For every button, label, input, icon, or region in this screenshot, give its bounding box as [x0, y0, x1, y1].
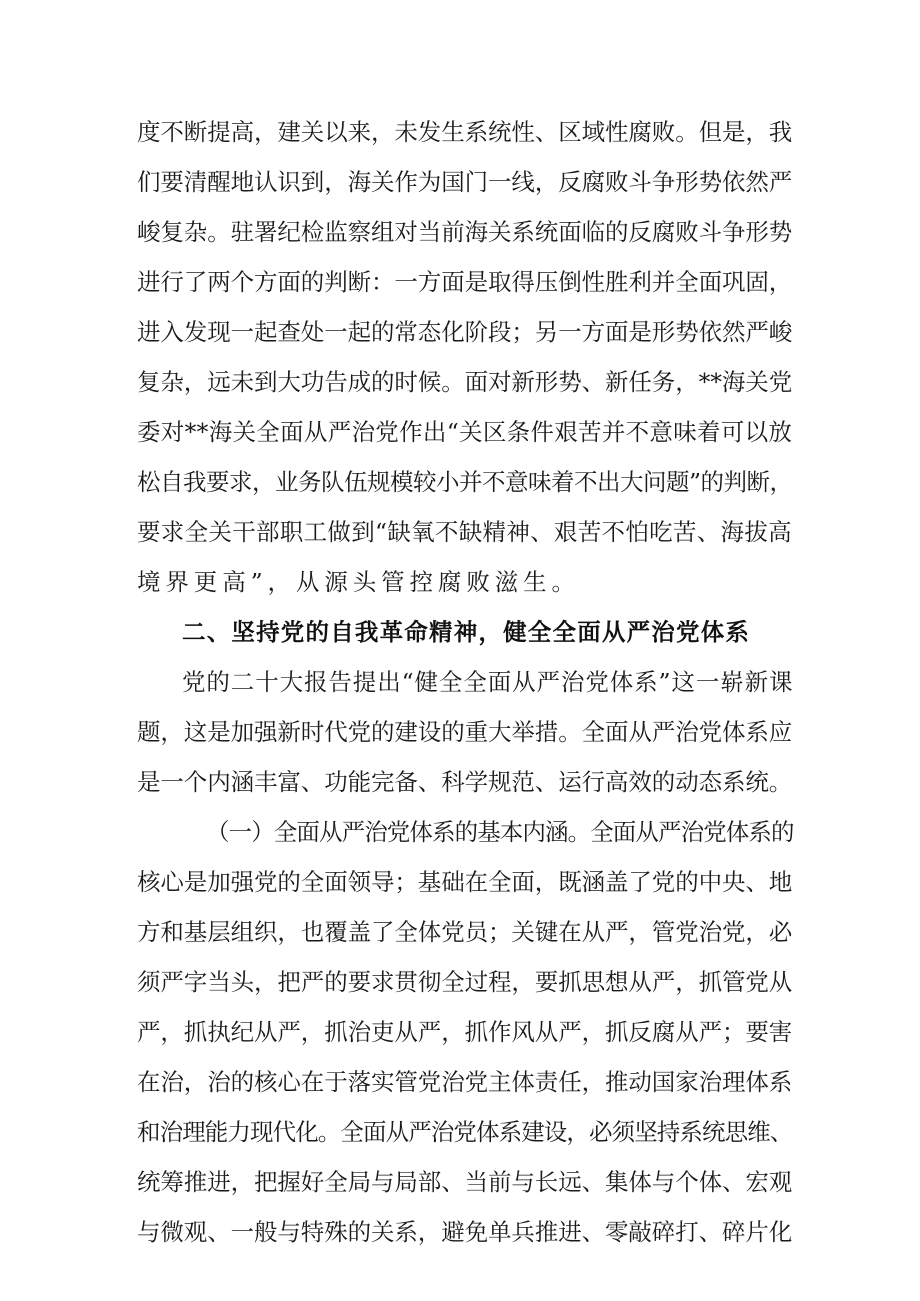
paragraph-1-line-9: 要求全关干部职工做到“缺氧不缺精神、艰苦不怕吃苦、海拔高 — [137, 518, 792, 546]
paragraph-1-line-8: 松自我要求，业务队伍规模较小并不意味着不出大问题”的判断， — [137, 468, 793, 496]
paragraph-3-line-1: （一）全面从严治党体系的基本内涵。全面从严治党体系的 — [206, 818, 794, 846]
paragraph-2-line-1: 党的二十大报告提出“健全全面从严治党体系”这一崭新课 — [182, 668, 794, 696]
paragraph-3-line-9: 与微观、一般与特殊的关系，避免单兵推进、零敲碎打、碎片化 — [137, 1218, 793, 1246]
paragraph-1-line-1: 度不断提高，建关以来，未发生系统性、区域性腐败。但是，我 — [137, 118, 793, 146]
paragraph-3-line-2: 核心是加强党的全面领导；基础在全面，既涵盖了党的中央、地 — [137, 868, 793, 896]
paragraph-3-line-7: 和治理能力现代化。全面从严治党体系建设，必须坚持系统思维、 — [137, 1118, 793, 1146]
paragraph-3-line-5: 严，抓执纪从严，抓治吏从严，抓作风从严，抓反腐从严；要害 — [137, 1018, 793, 1046]
paragraph-2-line-3: 是一个内涵丰富、功能完备、科学规范、运行高效的动态系统。 — [137, 768, 793, 796]
paragraph-3-line-6: 在治，治的核心在于落实管党治党主体责任，推动国家治理体系 — [137, 1068, 793, 1096]
paragraph-3-line-4: 须严字当头，把严的要求贯彻全过程，要抓思想从严，抓管党从 — [137, 968, 793, 996]
paragraph-3-line-8: 统筹推进，把握好全局与局部、当前与长远、集体与个体、宏观 — [137, 1168, 793, 1196]
paragraph-1-line-10: 境界更高”，从源头管控腐败滋生。 — [137, 568, 580, 596]
paragraph-1-line-7: 委对**海关全面从严治党作出“关区条件艰苦并不意味着可以放 — [137, 418, 793, 446]
paragraph-1-line-5: 进入发现一起查处一起的常态化阶段；另一方面是形势依然严峻 — [137, 318, 793, 346]
section-heading: 二、坚持党的自我革命精神，健全全面从严治党体系 — [182, 618, 751, 646]
paragraph-3-line-3: 方和基层组织，也覆盖了全体党员；关键在从严，管党治党，必 — [137, 918, 793, 946]
paragraph-1-line-2: 们要清醒地认识到，海关作为国门一线，反腐败斗争形势依然严 — [137, 168, 793, 196]
paragraph-1-line-3: 峻复杂。驻署纪检监察组对当前海关系统面临的反腐败斗争形势 — [137, 218, 793, 246]
paragraph-2-line-2: 题，这是加强新时代党的建设的重大举措。全面从严治党体系应 — [137, 718, 793, 746]
paragraph-1-line-6: 复杂，远未到大功告成的时候。面对新形势、新任务，**海关党 — [137, 368, 793, 396]
paragraph-1-line-4: 进行了两个方面的判断：一方面是取得压倒性胜利并全面巩固， — [137, 268, 793, 296]
